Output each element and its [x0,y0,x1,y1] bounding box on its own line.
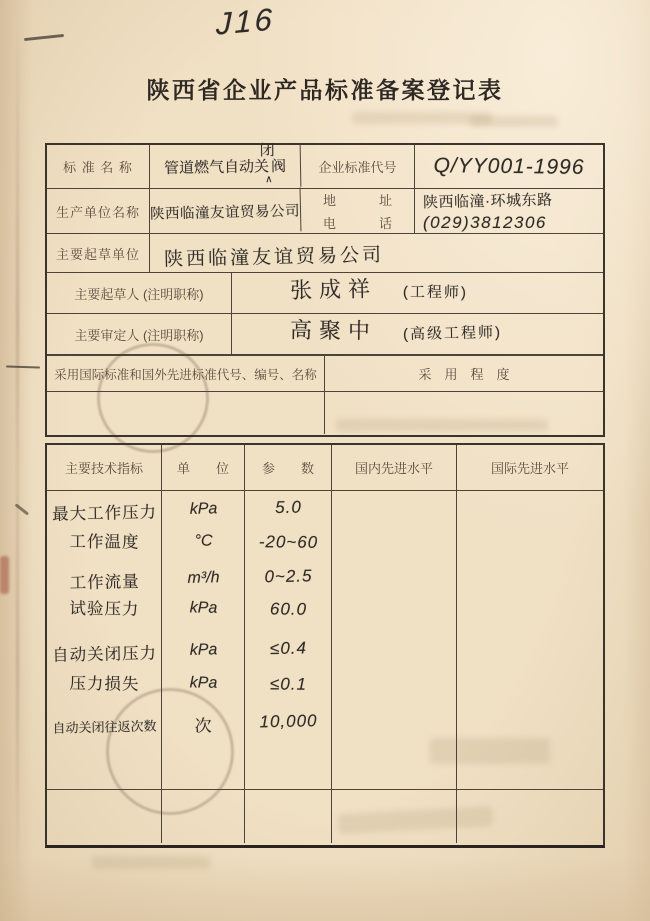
empty-cell [332,790,457,843]
spec-table-body [47,491,603,790]
spec-table-header [47,445,603,491]
enterprise-code-label: 企业标准代号 [301,145,415,188]
enterprise-code-value: Q/YY001-1996 [433,153,585,179]
address-phone-value: 陕西临潼·环城东路 (029)3812306 [422,191,553,232]
pen-dash-mark [24,34,64,41]
row-standard-name [47,141,603,189]
producer-value: 陕西临潼友谊贸易公司 [150,187,302,234]
drafting-unit-value: 陕西临潼友谊贸易公司 [163,244,385,270]
spec-table [45,443,605,848]
ink-bleedthrough [92,856,210,869]
adoption-label: 采用国际标准和国外先进标准代号、编号、名称 [47,356,325,391]
spec-table-footer-row [47,790,603,843]
row-drafting-unit [47,234,603,273]
spec-row: 自动关闭压力 kPa ≤0.4 [51,638,308,665]
row-producer [47,189,603,234]
spec-row: 工作温度 °C -20~60 [69,532,319,552]
row-adoption-header [47,355,603,392]
empty-cell [47,790,162,843]
drafting-unit-label: 主要起草单位 [47,234,150,272]
header-indicator: 主要技术指标 [47,445,162,490]
spec-row: 压力损失 kPa ≤0.1 [69,674,308,694]
empty-cell [457,790,603,843]
adoption-degree-value-cell [325,392,603,434]
row-adoption-value [47,392,603,434]
producer-label: 生产单位名称 [47,189,150,233]
row-approver [47,314,603,355]
standard-name-label: 标 准 名 称 [47,145,150,188]
drafter-label: 主要起草人 (注明职称) [47,273,232,313]
header-parameter: 参 数 [245,445,332,490]
pen-tick-mark [15,503,29,515]
approver-value: 高聚中 (高级工程师) [289,317,503,344]
approver-label: 主要审定人 (注明职称) [47,314,232,354]
empty-cell [245,790,332,843]
red-ink-edge-mark [0,556,9,594]
page-title: 陕西省企业产品标准备案登记表 [146,77,504,103]
ink-bleedthrough [352,112,492,124]
header-international-level: 国际先进水平 [490,461,569,476]
adoption-degree-label: 采 用 程 度 [418,367,510,382]
spec-row: 最大工作压力 kPa 5.0 [51,497,303,524]
pen-dash-mark [6,365,40,368]
adoption-value-cell [47,392,325,434]
spec-row: 试验压力 kPa 60.0 [69,599,308,619]
spec-row: 自动关闭往返次数 次 10,000 [52,711,318,736]
header-domestic-level: 国内先进水平 [332,445,457,490]
ink-bleedthrough [470,116,558,127]
row-drafter [47,273,603,314]
empty-cell [162,790,245,843]
spec-row: 工作流量 m³/h 0~2.5 [69,566,313,593]
address-phone-label: 地 址 电 话 [301,189,415,233]
paper-crease [16,0,19,921]
info-table [45,143,605,437]
handwritten-code-mark: J16 [215,1,276,42]
drafter-value: 张成祥 (工程师) [289,276,469,303]
header-unit: 单 位 [162,445,245,490]
standard-name-value: 管道燃气自动关 闭 ∧ 阀 [150,144,302,190]
